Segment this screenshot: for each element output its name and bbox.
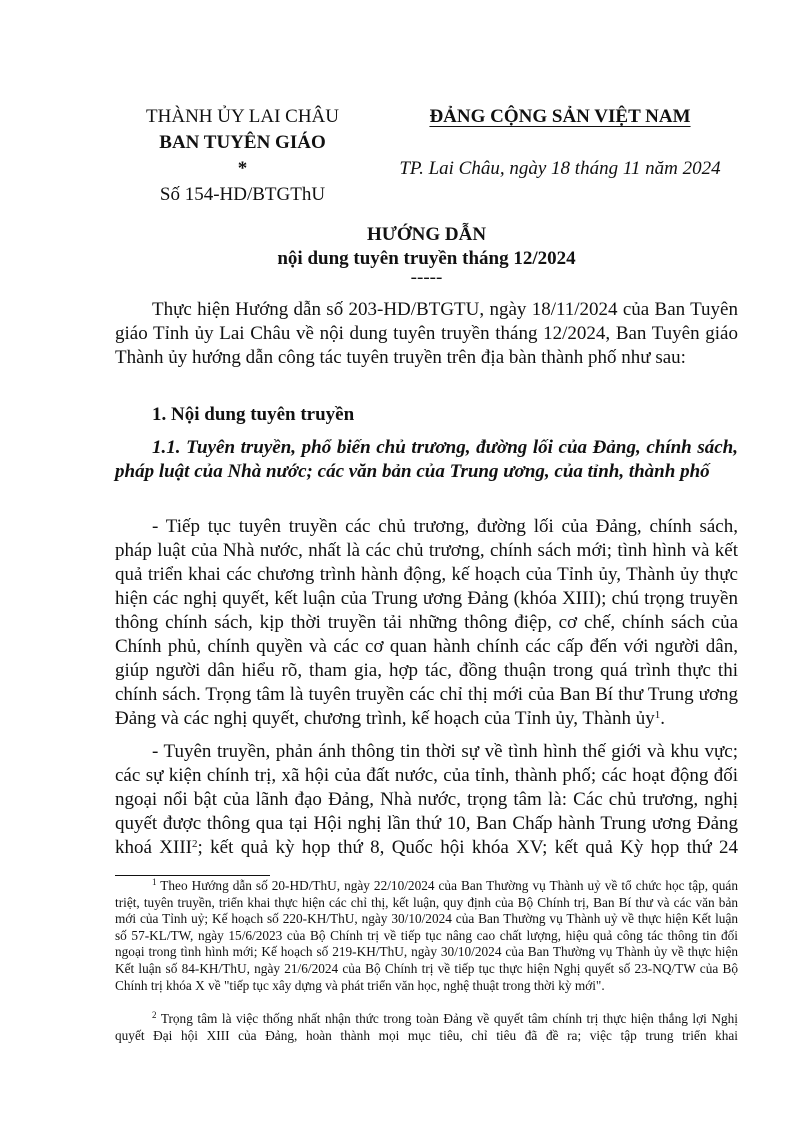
org-name: BAN TUYÊN GIÁO	[159, 132, 326, 153]
footnote-2-text: Trọng tâm là việc thống nhất nhận thức trong toàn Đảng về quyết tâm chính trị thực hiện thắng lợi Nghị quyết Đại hội XIII của Đảng, hoàn thành mọi mục tiêu, chỉ tiêu đã đề ra; việc tập trung triển khai	[115, 1011, 738, 1043]
footnote-2	[115, 1011, 738, 1044]
footnote-1-number: 1	[152, 877, 157, 887]
national-block	[380, 104, 740, 182]
paragraph-2-end: ; kết quả kỳ họp thứ 8, Quốc hội khóa XV; kết quả Kỳ họp thứ 24	[197, 837, 739, 858]
paragraph-2	[115, 740, 738, 860]
title-separator: -----	[410, 267, 443, 288]
section-heading-1: 1. Nội dung tuyên truyền	[152, 404, 355, 425]
paragraph-1	[115, 515, 738, 731]
paragraph-1-end: .	[660, 708, 665, 729]
document-title	[115, 223, 738, 288]
footnote-ref-1[interactable]: 1	[654, 709, 661, 721]
footnote-1-text: Theo Hướng dẫn số 20-HD/ThU, ngày 22/10/2024 của Ban Thường vụ Thành uỷ về tổ chức học tập, quán triệt, tuyên truyền, triển khai thực hiện các chỉ thị, kết luận, quy định của Bộ Chính trị, Ban Bí thư và các văn bản mới của Tỉnh uỷ; Kế hoạch số 220-KH/ThU, ngày 30/10/2024 của Ban Thường vụ Thành uỷ về thực hiện Kết luận số 57-KL/TW, ngày 15/6/2023 của Bộ Chính trị về tiếp tục nâng cao chất lượng, hiệu quả công tác thông tin đối ngoại trong tình hình mới; Kế hoạch số 219-KH/ThU, ngày 30/10/2024 của Ban Thường vụ Thành ủy về thực hiện Kết luận số 84-KH/ThU, ngày 21/6/2024 của Bộ Chính trị về tiếp tục thực hiện Nghị quyết số 23-NQ/TW của Bộ Chính trị khóa X về "tiếp tục xây dựng và phát triển văn học, nghệ thuật trong thời kỳ mới".	[115, 878, 738, 993]
paragraph-1-text: - Tiếp tục tuyên truyền các chủ trương, đường lối của Đảng, chính sách, pháp luật của Nhà nước, nhất là các chủ trương, chính sách mới; tình hình và kết quả triển khai các chương trình hành động, kế hoạch của Tỉnh ủy, Thành ủy thực hiện các nghị quyết, kết luận của Trung ương Đảng (khóa XIII); chú trọng truyền thông chính sách, kịp thời truyền tải những thông điệp, cơ chế, chính sách của Chính phủ, chính quyền và các cơ quan hành chính các cấp đến với người dân, giúp người dân hiểu rõ, tham gia, hợp tác, đồng thuận trong quá trình thực thi chính sách. Trọng tâm là tuyên truyền các chỉ thị mới của Ban Bí thư Trung ương Đảng và các nghị quyết, chương trình, kế hoạch của Tỉnh ủy, Thành ủy	[115, 516, 738, 729]
issuer-block	[115, 104, 370, 208]
footnote-separator	[115, 875, 270, 876]
place-date: TP. Lai Châu, ngày 18 tháng 11 năm 2024	[399, 158, 721, 179]
paragraph-2-text: - Tuyên truyền, phản ánh thông tin thời sự về tình hình thế giới và khu vực; các sự kiện chính trị, xã hội của đất nước, của tỉnh, thành phố; các hoạt động đối ngoại nổi bật của lãnh đạo Đảng, Nhà nước, trọng tâm là: Các chủ trương, nghị quyết được thông qua tại Hội nghị lần thứ 10, Ban Chấp hành Trung ương Đảng khoá XIII	[115, 741, 738, 858]
star-separator: *	[237, 158, 248, 179]
footnote-ref-2[interactable]: 2	[192, 838, 198, 850]
doc-number: Số 154-HD/BTGThU	[159, 184, 326, 205]
doc-subject: nội dung tuyên truyền tháng 12/2024	[277, 248, 576, 269]
org-parent: THÀNH ỦY LAI CHÂU	[146, 106, 339, 127]
section-heading-1-1: 1.1. Tuyên truyền, phổ biến chủ trương, đường lối của Đảng, chính sách, pháp luật của Nhà nước; các văn bản của Trung ương, của tỉnh, thành phố	[115, 437, 738, 482]
doc-type: HƯỚNG DẪN	[366, 224, 487, 245]
footnote-2-number: 2	[152, 1010, 157, 1020]
intro-paragraph: Thực hiện Hướng dẫn số 203-HD/BTGTU, ngày 18/11/2024 của Ban Tuyên giáo Tỉnh ủy Lai Châu về nội dung tuyên truyền tháng 12/2024, Ban Tuyên giáo Thành ủy hướng dẫn công tác tuyên truyền trên địa bàn thành phố như sau:	[115, 299, 738, 368]
footnote-1	[115, 878, 738, 994]
party-name: ĐẢNG CỘNG SẢN VIỆT NAM	[429, 106, 691, 127]
